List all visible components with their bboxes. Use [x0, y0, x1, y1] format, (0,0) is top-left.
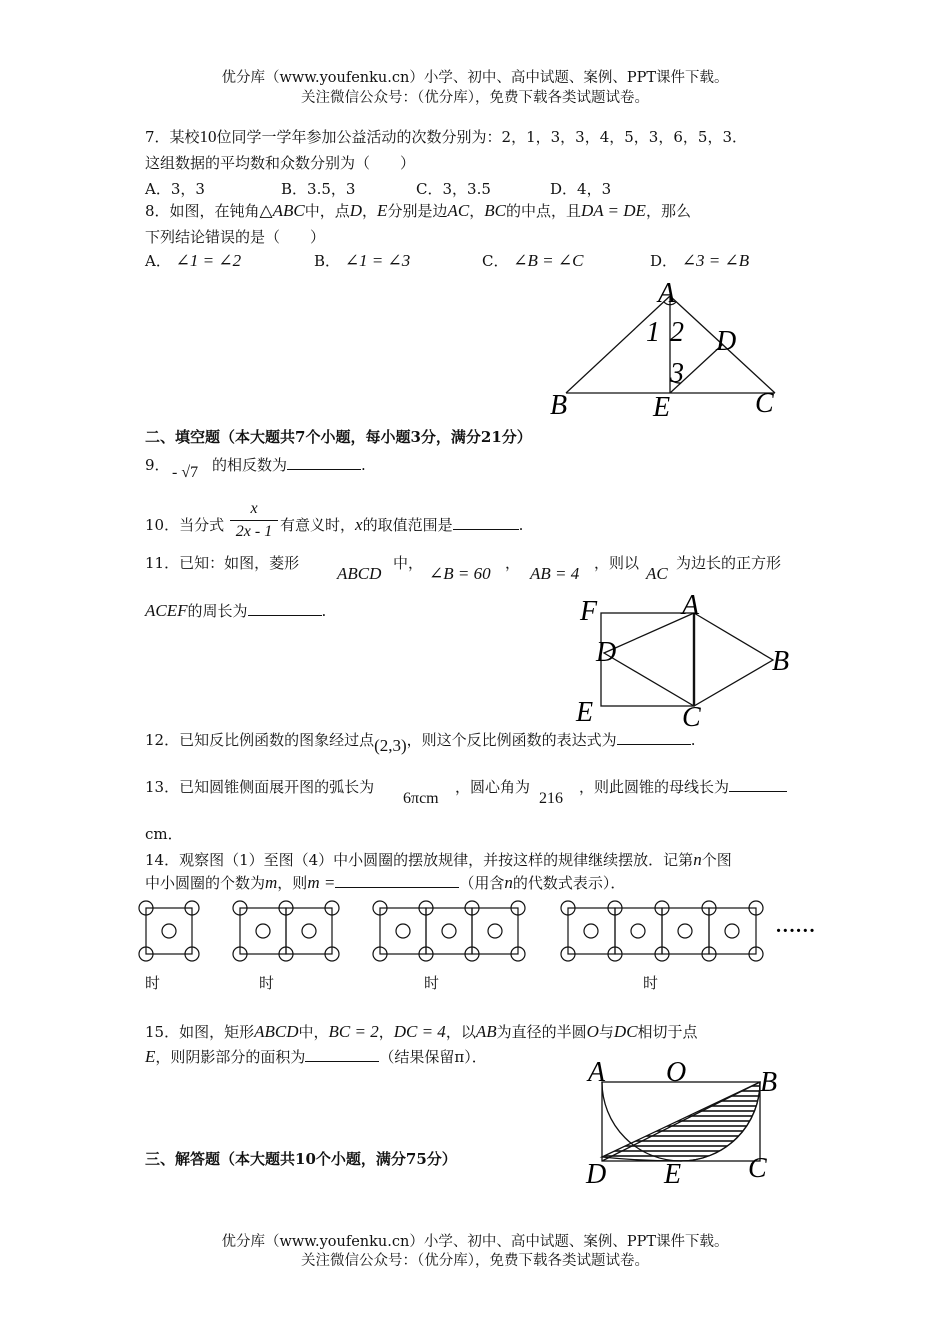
label-b: B: [772, 646, 790, 677]
q15-line-2: [145, 1046, 487, 1067]
pattern-figure-1: [139, 901, 199, 961]
q12-point: (2,3): [374, 736, 407, 755]
label-c: C: [682, 702, 701, 733]
q14-text-5: （用含: [459, 874, 505, 892]
q11-text-5: 为边长的正方形: [676, 554, 782, 572]
q15-line-1: [145, 1021, 698, 1042]
q8-text-5: ，那么: [645, 202, 691, 220]
q15-text-8: ，则阴影部分的面积为: [155, 1048, 306, 1066]
q14-line-1: [145, 849, 732, 870]
q14-text-3: 中小圆圈的个数为: [145, 874, 266, 892]
q10-text-1: 有意义时，: [280, 516, 356, 534]
q15-text-5: 为直径的半圆: [496, 1023, 587, 1041]
q12-period: .: [690, 731, 696, 749]
q14-variable-m: m: [265, 873, 278, 892]
q11-text-4: ，则以: [594, 554, 640, 572]
q14-text-4: ，则: [277, 874, 308, 892]
q11-line-2: [145, 600, 326, 621]
q12-question: [145, 729, 696, 755]
pattern-figure-4: [561, 901, 763, 961]
header-line-2: 关注微信公众号：（优分库），免费下载各类试题试卷。: [301, 90, 649, 106]
fraction-bar: [230, 520, 278, 521]
q15-point-e: E: [145, 1047, 156, 1066]
q13-angle: 216: [539, 790, 563, 807]
label-o: O: [666, 1057, 687, 1088]
q13-text-3-content: ，则此圆锥的母线长为: [579, 778, 730, 796]
label-e: E: [576, 697, 594, 728]
q11-rhombus-figure: [570, 588, 810, 733]
q10-period: .: [518, 516, 524, 534]
q8-option-c-expr: ∠B = ∠C: [513, 251, 584, 270]
q11-text-1: 11．已知：如图，菱形: [145, 554, 300, 572]
label-d: D: [586, 1159, 607, 1190]
q10-numerator: x: [250, 500, 258, 517]
q8-comma: ，: [362, 202, 378, 220]
q15-answer-blank[interactable]: [305, 1047, 379, 1062]
q9-period: .: [361, 456, 366, 474]
q11-side-ab: AB = 4: [530, 564, 580, 583]
q8-option-b: [314, 250, 410, 271]
q13-arc-length: 6πcm: [403, 790, 439, 807]
q7-option-d: D．4，3: [550, 180, 612, 198]
label-d: D: [596, 637, 617, 668]
q10-question: [280, 514, 523, 535]
q12-text-1: 12．已知反比例函数的图象经过点: [145, 731, 375, 749]
q9-prefix: 9．: [145, 456, 170, 474]
q14-variable-n: n: [693, 850, 702, 869]
label-c: C: [755, 388, 774, 419]
label-d: D: [716, 326, 737, 357]
q14-line-2: [145, 872, 625, 893]
q8-option-a-expr: ∠1 = ∠2: [175, 251, 242, 270]
q11-text-3: ，: [505, 554, 521, 572]
q8-triangle: △ABC: [259, 201, 305, 220]
q9-expression: - √7: [172, 464, 199, 481]
q8-option-b-label: B．: [314, 252, 341, 270]
pattern-figure-3: [373, 901, 525, 961]
q13-text-3: [579, 776, 787, 797]
footer-line-1: 优分库（www.youfenku.cn）小学、初中、高中试题、案例、PPT课件下载。: [221, 1234, 729, 1250]
q14-text-1: 14．观察图（1）至图（4）中小圆圈的摆放规律，并按这样的规律继续摆放．记第: [145, 851, 694, 869]
q7-prefix: 7．某校: [145, 128, 200, 146]
label-angle-2: 2: [670, 317, 684, 348]
q9-answer-blank[interactable]: [287, 455, 361, 470]
q15-point-o: O: [586, 1022, 599, 1041]
q8-triangle-figure: [540, 278, 820, 423]
q15-side-dc: DC = 4: [393, 1022, 446, 1041]
label-e: E: [653, 392, 671, 423]
q14-variable-n-2: n: [504, 873, 513, 892]
q8-option-d-expr: ∠3 = ∠B: [681, 251, 750, 270]
q11-answer-blank[interactable]: [248, 601, 322, 616]
label-e: E: [664, 1159, 682, 1190]
header-line-1: 优分库（www.youfenku.cn）小学、初中、高中试题、案例、PPT课件下载。: [221, 70, 729, 86]
q8-line-1: [145, 200, 691, 221]
q8-option-a-label: A．: [145, 252, 171, 270]
q12-text-2: ，则这个反比例函数的表达式为: [406, 731, 617, 749]
label-a: A: [588, 1057, 606, 1088]
q8-option-b-expr: ∠1 = ∠3: [344, 251, 411, 270]
q7-line-2: 这组数据的平均数和众数分别为（ ）: [145, 154, 416, 172]
label-c: C: [748, 1153, 767, 1184]
q8-comma-2: ，: [469, 202, 485, 220]
q15-rectangle-semicircle-figure: [580, 1055, 815, 1190]
label-angle-1: 1: [646, 317, 660, 348]
label-b: B: [760, 1067, 778, 1098]
q10-text-2: 的取值范围是: [362, 516, 453, 534]
q15-text-9: （结果保留: [379, 1048, 455, 1066]
q15-pi: π: [454, 1048, 465, 1066]
footer-line-2: 关注微信公众号：（优分库），免费下载各类试题试卷。: [301, 1253, 649, 1269]
label-b: B: [550, 390, 568, 421]
q10-denominator: 2x - 1: [235, 523, 273, 540]
q15-text-10: ）．: [464, 1048, 487, 1066]
q14-caption-4: 时: [643, 974, 659, 992]
q13-answer-blank[interactable]: [729, 777, 787, 792]
q8-option-d-label: D．: [650, 252, 678, 270]
q14-circle-pattern-figure: [130, 896, 840, 966]
label-a: A: [682, 590, 700, 621]
q10-answer-blank[interactable]: [453, 515, 519, 530]
q15-side-ab: AB: [475, 1022, 497, 1041]
q7-line-1: [145, 126, 747, 147]
q9-question: [212, 454, 366, 475]
q11-period: .: [321, 602, 327, 620]
q10-variable: x: [355, 515, 363, 534]
q15-text-7: 相切于点: [637, 1023, 698, 1041]
q9-text: 的相反数为: [212, 456, 288, 474]
q11-angle: ∠B = 60: [429, 564, 491, 583]
q11-text-6: 的周长为: [187, 602, 248, 620]
label-a: A: [658, 278, 676, 309]
q14-caption-1: 时: [145, 974, 161, 992]
q13-text-1: 13．已知圆锥侧面展开图的弧长为: [145, 778, 375, 796]
q14-caption-2: 时: [259, 974, 275, 992]
q14-caption-3: 时: [424, 974, 440, 992]
q11-text-2: 中，: [393, 554, 424, 572]
q10-prefix: 10．当分式: [145, 516, 225, 534]
q15-side-bc: BC = 2: [328, 1022, 379, 1041]
q8-text-4: 的中点，且: [505, 202, 581, 220]
q15-text-3: ，: [378, 1023, 394, 1041]
q10-fraction: [230, 500, 278, 541]
q8-condition: DA = DE: [580, 201, 646, 220]
q7-option-a: A．3，3: [145, 180, 205, 198]
rhombus-abcd: [604, 613, 773, 706]
q15-side-dc-2: DC: [613, 1022, 638, 1041]
q8-option-d: [650, 250, 749, 271]
q8-option-a: [145, 250, 241, 271]
q14-text-6: 的代数式表示）．: [512, 874, 626, 892]
q8-side-ac: AC: [447, 201, 470, 220]
q14-text-2: 个图: [701, 851, 732, 869]
q11-side-ac: AC: [646, 564, 668, 583]
section-2-title: 二、填空题（本大题共7个小题，每小题3分，满分21分）: [145, 428, 532, 446]
q8-point-e: E: [377, 201, 388, 220]
q8-point-d: D: [349, 201, 363, 220]
q15-rectangle: ABCD: [254, 1022, 299, 1041]
q15-text-6: 与: [598, 1023, 614, 1041]
q8-option-c-label: C．: [482, 252, 509, 270]
q15-text-2: 中，: [298, 1023, 329, 1041]
pattern-figure-2: [233, 901, 339, 961]
q7-option-c: C．3，3.5: [416, 180, 491, 198]
q8-side-bc: BC: [484, 201, 506, 220]
q15-text-4: ，以: [445, 1023, 476, 1041]
q13-text-2: ，圆心角为: [455, 778, 531, 796]
q7-option-b: B．3.5，3: [281, 180, 356, 198]
label-angle-3: 3: [670, 358, 684, 389]
section-3-title: 三、解答题（本大题共10个小题，满分75分）: [145, 1150, 457, 1168]
label-f: F: [580, 596, 598, 627]
q8-text-2: 中，点: [304, 202, 350, 220]
q11-rhombus: ABCD: [337, 564, 382, 583]
q8-text-1: 8．如图，在钝角: [145, 202, 260, 220]
q14-m-equals: m =: [307, 873, 336, 892]
q8-line-2: 下列结论错误的是（ ）: [145, 228, 326, 246]
q13-unit: cm．: [145, 825, 183, 843]
q7-data: 位同学一学年参加公益活动的次数分别为：2，1，3，3，4，5，3，6，5，3．: [216, 128, 747, 146]
q8-option-c: [482, 250, 583, 271]
q7-count: 10: [199, 127, 217, 146]
q11-square: ACEF: [145, 601, 188, 620]
q14-answer-blank[interactable]: [335, 873, 459, 888]
q15-text-1: 15．如图，矩形: [145, 1023, 255, 1041]
q8-text-3: 分别是边: [387, 202, 448, 220]
continuation-dots: ……: [776, 915, 816, 937]
q12-answer-blank[interactable]: [617, 730, 691, 745]
